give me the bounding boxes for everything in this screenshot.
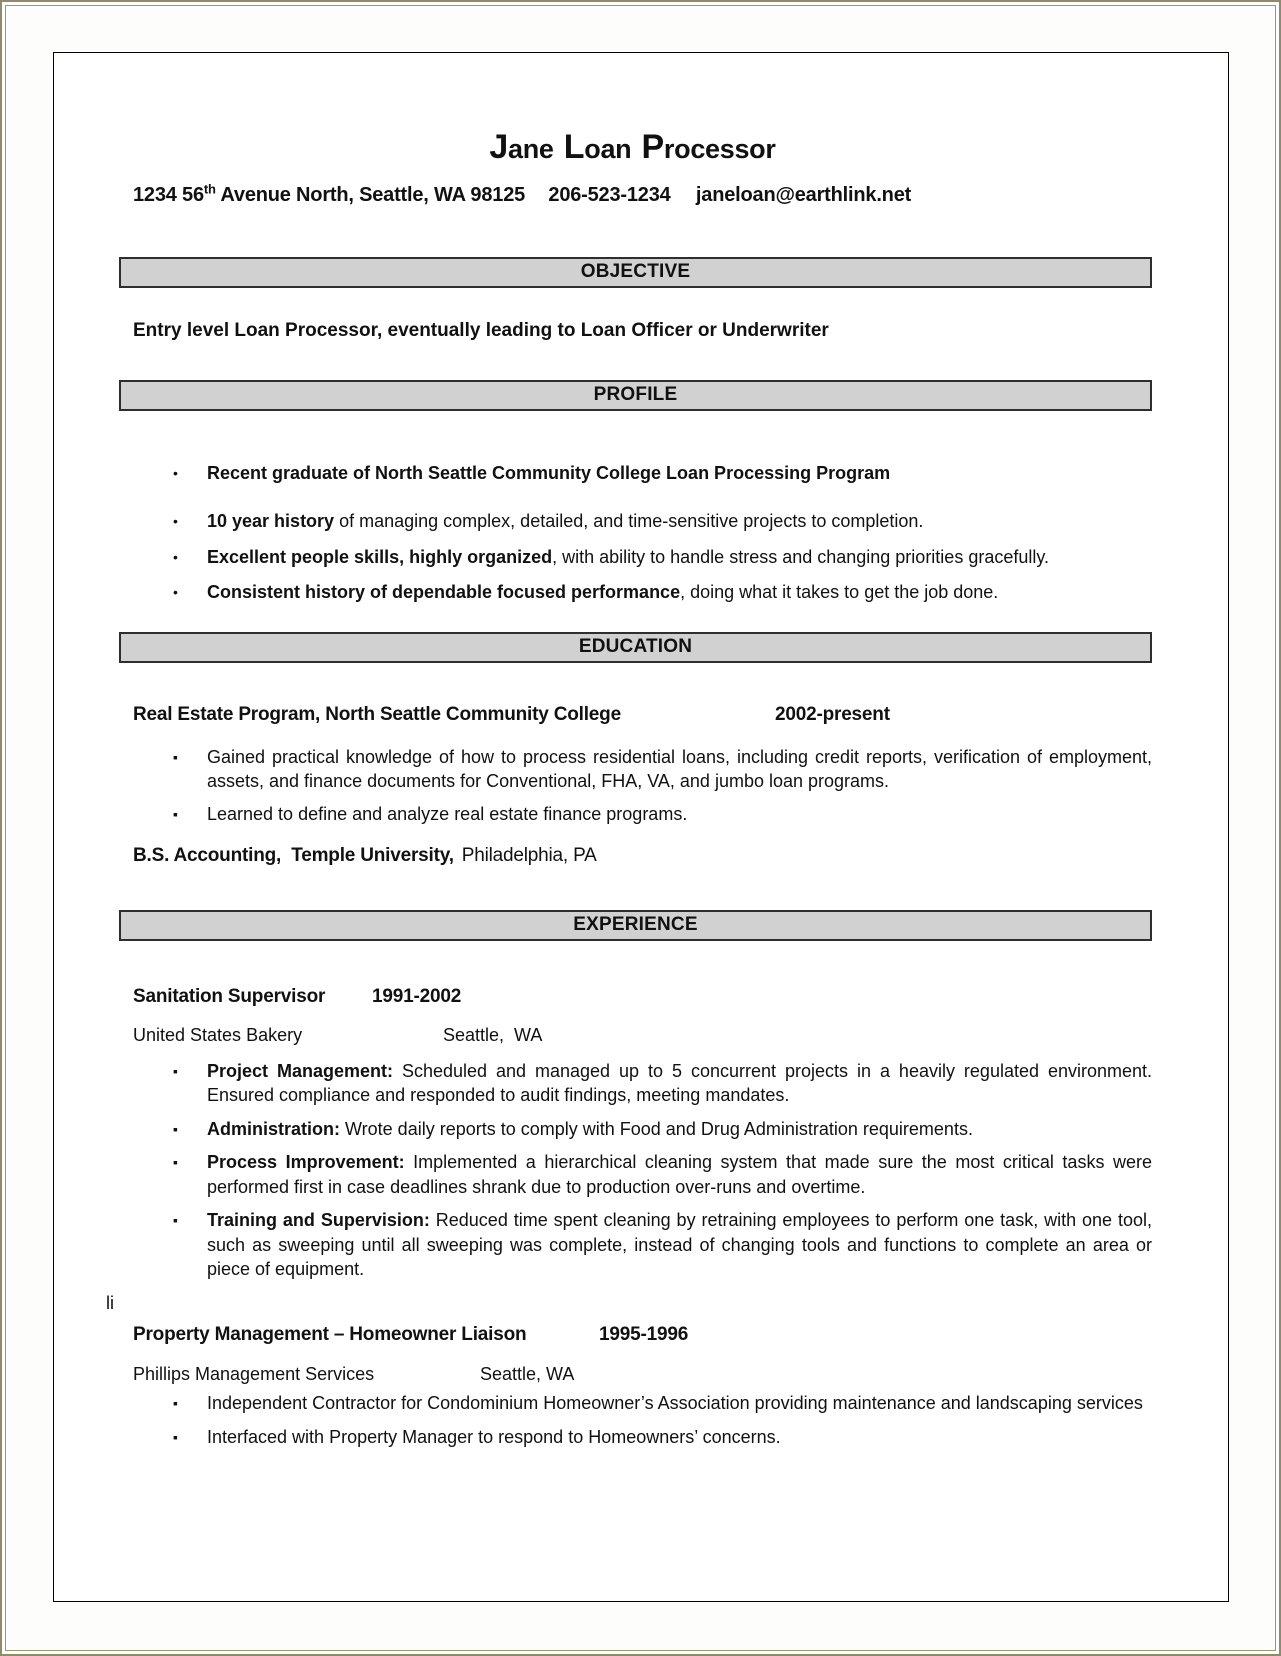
job-title-line bbox=[119, 1323, 1152, 1348]
objective-text: Entry level Loan Processor, eventually leading to Loan Officer or Underwriter bbox=[133, 319, 829, 341]
bullet-text: of managing complex, detailed, and time-sensitive projects to completion. bbox=[334, 510, 924, 531]
degree-name: B.S. Accounting, Temple University, bbox=[133, 845, 454, 867]
bullet-text: Implemented a hierarchical cleaning system that made sure the most critical tasks were performed first in case deadlines shrank due to production over-runs and overtime. bbox=[207, 1152, 1153, 1197]
document-box bbox=[53, 52, 1229, 1602]
bullet-icon: • bbox=[173, 583, 178, 600]
bullet-text: Learned to define and analyze real estate finance programs. bbox=[207, 803, 688, 824]
bullet-text: , doing what it takes to get the job done. bbox=[680, 581, 999, 602]
job-duty-list bbox=[119, 1391, 1152, 1449]
list-item bbox=[173, 461, 1152, 486]
bullet-icon: • bbox=[173, 512, 178, 529]
name-initial: P bbox=[641, 128, 664, 166]
bullet-bold: Project Management: bbox=[207, 1060, 394, 1081]
list-item bbox=[173, 1117, 1152, 1142]
list-item bbox=[173, 1208, 1152, 1282]
company-location: Seattle, WA bbox=[443, 1025, 543, 1046]
education-list bbox=[119, 745, 1152, 827]
section-header-experience bbox=[119, 910, 1152, 941]
list-item bbox=[173, 745, 1152, 794]
job-title: Property Management – Homeowner Liaison bbox=[133, 1324, 527, 1346]
section-header-education bbox=[119, 632, 1152, 663]
section-title: EDUCATION bbox=[578, 636, 693, 658]
bullet-text: Reduced time spent cleaning by retraining employees to perform one task, with one tool, such as sweeping until all sweeping was complete, instead of changing tools and functions to complete an area or piece of equipment. bbox=[207, 1210, 1152, 1280]
bullet-bold: Consistent history of dependable focused performance bbox=[207, 581, 681, 602]
job-duty-list bbox=[119, 1059, 1152, 1282]
bullet-icon: ▪ bbox=[173, 805, 178, 822]
company-name: United States Bakery bbox=[133, 1025, 303, 1046]
job-dates: 1991-2002 bbox=[372, 985, 462, 1007]
section-title: PROFILE bbox=[593, 384, 678, 406]
section-title: OBJECTIVE bbox=[580, 260, 691, 282]
bullet-icon: ▪ bbox=[173, 1428, 178, 1445]
bullet-text: , with ability to handle stress and changing priorities gracefully. bbox=[552, 547, 1050, 568]
company-location: Seattle, WA bbox=[480, 1363, 575, 1384]
bullet-icon: ▪ bbox=[173, 1154, 178, 1171]
bullet-icon: • bbox=[173, 465, 178, 482]
bullet-icon: ▪ bbox=[173, 748, 178, 765]
bullet-text: Scheduled and managed up to 5 concurrent projects in a heavily regulated environment. Ensured compliance and responded to audit findings, meeting mandates. bbox=[207, 1060, 1153, 1106]
bullet-bold: Process Improvement: bbox=[207, 1152, 405, 1173]
list-item bbox=[173, 580, 1152, 605]
name-initial: J bbox=[489, 128, 509, 166]
degree-line bbox=[119, 844, 1152, 869]
bullet-icon: ▪ bbox=[173, 1062, 178, 1079]
list-item bbox=[173, 509, 1152, 534]
section-title: EXPERIENCE bbox=[573, 913, 698, 935]
company-line bbox=[119, 1023, 1152, 1048]
bullet-text: Independent Contractor for Condominium Homeowner’s Association providing maintenance and landscaping services bbox=[207, 1393, 1143, 1414]
list-item bbox=[173, 802, 1152, 827]
name-word bbox=[641, 128, 776, 166]
list-item bbox=[173, 1391, 1152, 1416]
program-name: Real Estate Program, North Seattle Community College bbox=[133, 704, 621, 726]
resume-name bbox=[119, 129, 1152, 172]
bullet-bold: Excellent people skills, highly organized bbox=[207, 547, 553, 568]
bullet-bold: Training and Supervision: bbox=[207, 1210, 430, 1231]
bullet-icon: ▪ bbox=[173, 1212, 178, 1229]
name-rest: ane bbox=[508, 134, 554, 164]
phone-number: 206-523-1234 bbox=[548, 183, 671, 206]
education-program-line bbox=[119, 703, 1152, 728]
street-address: 1234 56th Avenue North, Seattle, WA 98125 bbox=[133, 181, 526, 206]
profile-list bbox=[119, 461, 1152, 604]
stray-text: li bbox=[106, 1292, 114, 1313]
name-word bbox=[563, 128, 632, 166]
name-initial: L bbox=[563, 128, 585, 166]
bullet-icon: ▪ bbox=[173, 1120, 178, 1137]
list-item bbox=[173, 545, 1152, 570]
name-rest: rocessor bbox=[663, 134, 776, 164]
name-word bbox=[489, 128, 554, 166]
bullet-text: Interfaced with Property Manager to respond to Homeowners’ concerns. bbox=[207, 1426, 781, 1447]
bullet-bold: Administration: bbox=[207, 1118, 340, 1139]
list-item bbox=[173, 1059, 1152, 1108]
bullet-icon: ▪ bbox=[173, 1395, 178, 1412]
contact-line bbox=[119, 175, 1152, 209]
job-dates: 1995-1996 bbox=[599, 1324, 689, 1346]
company-name: Phillips Management Services bbox=[133, 1363, 375, 1384]
bullet-bold: 10 year history bbox=[207, 510, 335, 531]
section-header-objective bbox=[119, 257, 1152, 288]
bullet-text: Wrote daily reports to comply with Food and Drug Administration requirements. bbox=[340, 1118, 973, 1139]
email-address: janeloan@earthlink.net bbox=[695, 183, 912, 206]
name-rest: oan bbox=[584, 134, 632, 164]
list-item bbox=[173, 1150, 1152, 1199]
bullet-bold: Recent graduate of North Seattle Community College Loan Processing Program bbox=[207, 463, 891, 484]
resume-content bbox=[54, 129, 1228, 1449]
bullet-icon: • bbox=[173, 549, 178, 566]
list-item bbox=[173, 1425, 1152, 1450]
section-header-profile bbox=[119, 380, 1152, 411]
degree-location: Philadelphia, PA bbox=[461, 845, 597, 867]
bullet-text: Gained practical knowledge of how to process residential loans, including credit reports, verification of employment, assets, and finance documents for Conventional, FHA, VA, and jumbo loan programs. bbox=[207, 746, 1152, 792]
job-title-line bbox=[119, 985, 1152, 1010]
program-dates: 2002-present bbox=[775, 704, 890, 726]
job-title: Sanitation Supervisor bbox=[133, 985, 326, 1007]
ordinal-suffix: th bbox=[203, 181, 216, 196]
company-line bbox=[119, 1362, 1152, 1387]
